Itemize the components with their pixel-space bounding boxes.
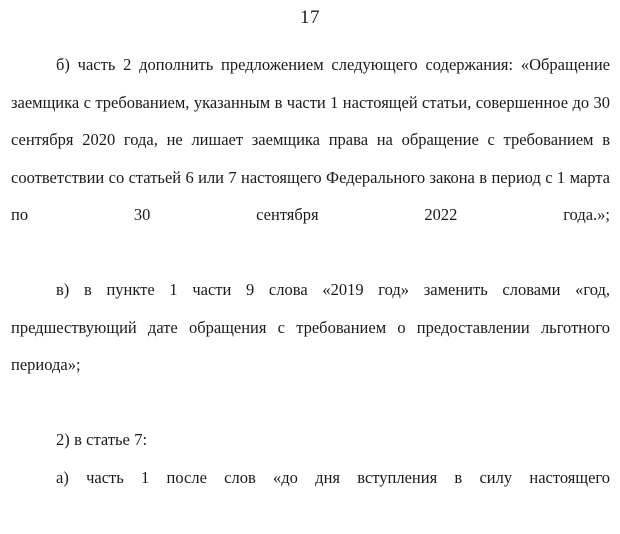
page-number: 17 <box>300 7 320 28</box>
paragraph-item-a: а) часть 1 после слов «до дня вступления в силу настоящего <box>56 467 610 487</box>
document-body <box>11 46 610 534</box>
paragraph-item-2: 2) в статье 7: <box>56 430 148 449</box>
paragraph-item-v: в) в пункте 1 части 9 слова «2019 год» заменить словами «год, предшествующий дате обращения с требованием о предоставлении льготного периода»; <box>11 280 610 374</box>
paragraph-item-b: б) часть 2 дополнить предложением следующего содержания: «Обращение заемщика с требованием, указанным в части 1 настоящей статьи, совершенное до 30 сентября 2020 года, не лишает заемщика права на обращение с требованием в соответствии со статьей 6 или 7 настоящего Федерального закона в период с 1 марта по 30 сентября 2022 года.»; <box>11 55 610 224</box>
